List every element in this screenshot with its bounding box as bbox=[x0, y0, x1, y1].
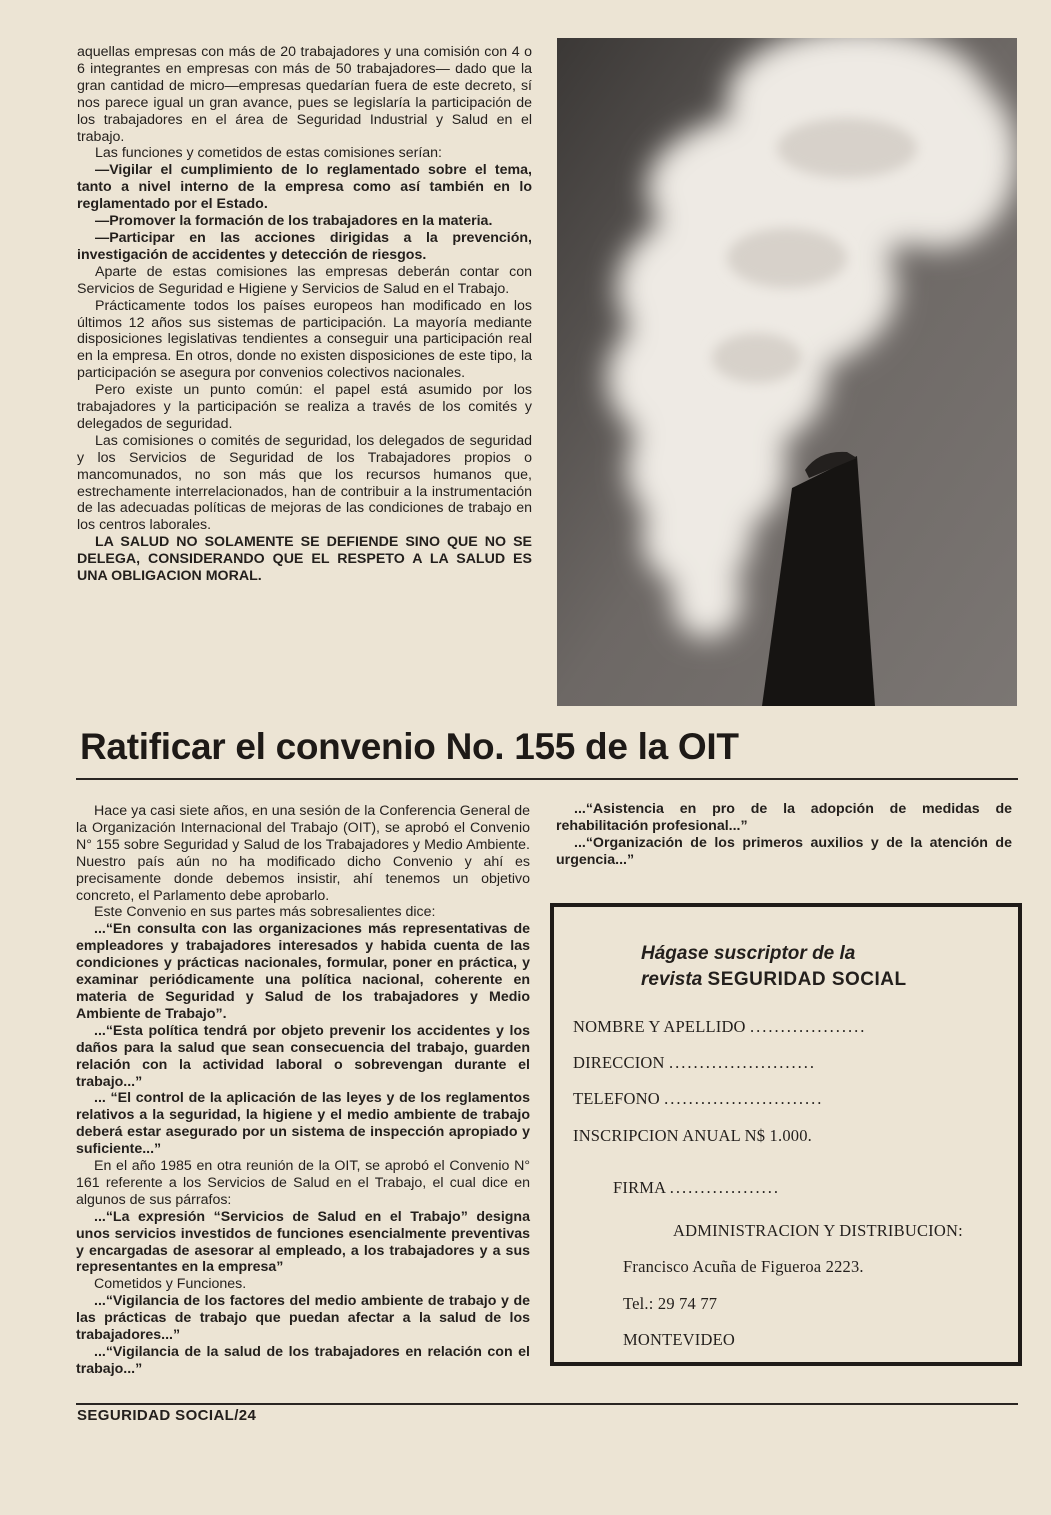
admin-city: MONTEVIDEO bbox=[623, 1330, 735, 1349]
admin-phone: Tel.: 29 74 77 bbox=[623, 1294, 718, 1313]
paragraph: ...“Vigilancia de los factores del medio ambiente de trabajo y de las prácticas de trabajo que puedan afectar a la salud de los trabajadores...” bbox=[76, 1293, 530, 1344]
subscription-coupon bbox=[550, 903, 1022, 1366]
admin-heading: ADMINISTRACION Y DISTRIBUCION: bbox=[673, 1221, 963, 1240]
paragraph: Las funciones y cometidos de estas comisiones serían: bbox=[95, 145, 442, 162]
paragraph: —Vigilar el cumplimiento de lo reglamentado sobre el tema, tanto a nivel interno de la empresa como así también en lo reglamentado por el Estado. bbox=[77, 162, 532, 213]
signature-field-dots: .................. bbox=[669, 1178, 780, 1197]
paragraph: Las comisiones o comités de seguridad, los delegados de seguridad y los Servicios de Seguridad de los Trabajadores propios o mancomunados, no son más que los recursos humanos que, estrechamente interrelacionados, han de contribuir a la instrumentación de las adecuadas políticas de mejoras de las condiciones de trabajo en los centros laborales. bbox=[77, 432, 532, 534]
address-field[interactable] bbox=[573, 1053, 816, 1073]
phone-field-dots: .......................... bbox=[664, 1089, 824, 1108]
signature-field[interactable] bbox=[613, 1178, 780, 1198]
page-footer: SEGURIDAD SOCIAL/24 bbox=[77, 1407, 257, 1424]
paragraph: ... “El control de la aplicación de las leyes y de los reglamentos relativos a la seguridad, la higiene y el medio ambiente de trabajo deberá estar asegurado por un sistema de inspección apropiado y suficiente...” bbox=[76, 1090, 530, 1158]
footer-rule bbox=[76, 1403, 1018, 1405]
paragraph: Cometidos y Funciones. bbox=[94, 1276, 247, 1293]
coupon-magazine-name: SEGURIDAD SOCIAL bbox=[707, 969, 907, 990]
paragraph: Aparte de estas comisiones las empresas deberán contar con Servicios de Seguridad e Higiene y Servicios de Salud en el Trabajo. bbox=[77, 263, 532, 297]
headline-rule bbox=[76, 778, 1018, 780]
name-field-label: NOMBRE Y APELLIDO bbox=[573, 1017, 746, 1036]
paragraph: Pero existe un punto común: el papel está asumido por los trabajadores y la participación se realiza a través de los comités y delegados de seguridad. bbox=[77, 382, 532, 432]
smokestack-photo bbox=[557, 38, 1017, 706]
smokestack-illustration bbox=[557, 38, 1017, 706]
paragraph: ...“En consulta con las organizaciones más representativas de empleadores y trabajadores interesados y habida cuenta de las condiciones y prácticas nacionales, formular, poner en práctica, y examinar periódicamente una política nacional, coherente en materia de Seguridad y Salud de los trabajadores y Medio Ambiente de Trabajo”. bbox=[76, 921, 530, 1022]
paragraph: ...“Esta política tendrá por objeto prevenir los accidentes y los daños para la salud que sean consecuencia del trabajo, guarden relación con la actividad laboral o sobrevengan durante el trabajo...” bbox=[76, 1022, 530, 1090]
paragraph: aquellas empresas con más de 20 trabajadores y una comisión con 4 o 6 integrantes en empresas con más de 50 trabajadores— dado que la gran cantidad de micro—empresas quedarían fuera de este decreto, sí nos parece igual un gran avance, pues se legislaría la participación de los trabajadores en el área de Seguridad Industrial y Salud en el trabajo. bbox=[77, 44, 532, 145]
signature-field-label: FIRMA bbox=[613, 1178, 666, 1197]
paragraph: —Promover la formación de los trabajadores en la materia. bbox=[95, 213, 493, 230]
coupon-title-line2 bbox=[641, 969, 907, 991]
paragraph: ...“Asistencia en pro de la adopción de medidas de rehabilitación profesional...” bbox=[556, 801, 1012, 834]
paragraph: LA SALUD NO SOLAMENTE SE DEFIENDE SINO QUE NO SE DELEGA, CONSIDERANDO QUE EL RESPETO A LA SALUD ES UNA OBLIGACION MORAL. bbox=[77, 534, 532, 585]
address-field-label: DIRECCION bbox=[573, 1053, 665, 1072]
paragraph: —Participar en las acciones dirigidas a la prevención, investigación de accidentes y detección de riesgos. bbox=[77, 229, 532, 263]
phone-field-label: TELEFONO bbox=[573, 1089, 660, 1108]
admin-address: Francisco Acuña de Figueroa 2223. bbox=[623, 1257, 864, 1276]
paragraph: ...“Organización de los primeros auxilios y de la atención de urgencia...” bbox=[556, 834, 1012, 868]
paragraph: En el año 1985 en otra reunión de la OIT, se aprobó el Convenio N° 161 referente a los Servicios de Salud en el Trabajo, el cual dice en algunos de sus párrafos: bbox=[76, 1158, 530, 1208]
paragraph: ...“Vigilancia de la salud de los trabajadores en relación con el trabajo...” bbox=[76, 1344, 530, 1377]
top-article-column bbox=[77, 44, 532, 585]
paragraph: Prácticamente todos los países europeos han modificado en los últimos 12 años sus sistemas de participación. La mayoría mediante disposiciones legislativas tendientes a conseguir una participación real en la empresa. En otros, donde no existen disposiciones de este tipo, la participación se asegura por convenios colectivos nacionales. bbox=[77, 297, 532, 382]
phone-field[interactable] bbox=[573, 1089, 823, 1109]
coupon-title-line1: Hágase suscriptor de la bbox=[641, 943, 856, 964]
bottom-right-column bbox=[556, 801, 1012, 869]
name-field[interactable] bbox=[573, 1017, 866, 1037]
address-field-dots: ........................ bbox=[668, 1053, 816, 1072]
coupon-title-prefix: revista bbox=[641, 969, 708, 990]
paragraph: Hace ya casi siete años, en una sesión de la Conferencia General de la Organización Internacional del Trabajo (OIT), se aprobó el Convenio N° 155 sobre Seguridad y Salud de los Trabajadores y Medio Ambiente. Nuestro país aún no ha modificado dicho Convenio y ahí es precisamente donde debemos insistir, ahí tenemos un objetivo concreto, el Parlamento debe aprobarlo. bbox=[76, 803, 530, 904]
article-headline: Ratificar el convenio No. 155 de la OIT bbox=[80, 726, 739, 767]
paragraph: Este Convenio en sus partes más sobresalientes dice: bbox=[94, 904, 436, 921]
bottom-left-column bbox=[76, 803, 530, 1378]
name-field-dots: ................... bbox=[750, 1017, 867, 1036]
paragraph: ...“La expresión “Servicios de Salud en el Trabajo” designa unos servicios investidos de funciones esencialmente preventivas y encargadas de asesorar al empleado, a los trabajadores y a sus representantes en la empresa” bbox=[76, 1208, 530, 1276]
annual-fee: INSCRIPCION ANUAL N$ 1.000. bbox=[573, 1126, 813, 1145]
